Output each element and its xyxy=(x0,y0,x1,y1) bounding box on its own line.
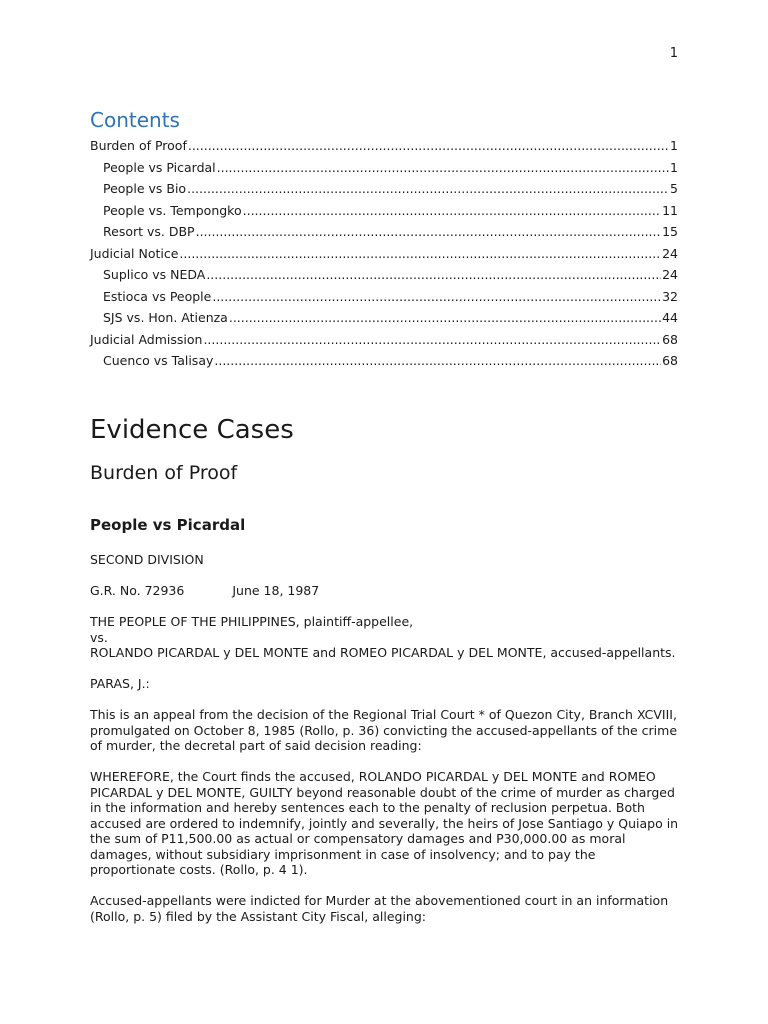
decision-date: June 18, 1987 xyxy=(232,583,320,598)
toc-leader-dots xyxy=(206,264,661,286)
parties-block xyxy=(90,614,680,661)
table-of-contents xyxy=(90,108,678,372)
gr-line xyxy=(90,583,680,599)
ponente: PARAS, J.: xyxy=(90,676,150,691)
parties-vs: vs. xyxy=(90,629,108,645)
toc-entry-page: 24 xyxy=(662,267,678,282)
division-line: SECOND DIVISION xyxy=(90,552,204,567)
page-number: 1 xyxy=(669,46,678,61)
toc-entry[interactable] xyxy=(90,243,678,265)
toc-entry[interactable] xyxy=(90,264,678,286)
toc-entry-page: 32 xyxy=(662,288,678,304)
case-heading: People vs Picardal xyxy=(90,516,246,534)
toc-entry[interactable] xyxy=(90,221,678,243)
toc-entry-label: Burden of Proof xyxy=(90,138,187,153)
toc-leader-dots xyxy=(179,243,661,265)
toc-entry[interactable] xyxy=(90,286,678,308)
toc-entry-label: People vs Bio xyxy=(103,181,187,196)
toc-entry-label: Judicial Admission xyxy=(90,331,203,347)
toc-leader-dots xyxy=(217,157,669,179)
toc-entry-label: Suplico vs NEDA xyxy=(103,267,206,282)
toc-entry-page: 15 xyxy=(662,224,678,239)
toc-title: Contents xyxy=(90,108,180,132)
paragraph: Accused-appellants were indicted for Murder at the abovementioned court in an information (Rollo, p. 5) filed by the Assistant City Fiscal, alleging: xyxy=(90,893,669,924)
paragraph: This is an appeal from the decision of the Regional Trial Court * of Quezon City, Branch XCVIII, promulgated on October 8, 1985 (Rollo, p. 36) convicting the accused-appellants of the crime of murder, the decretal part of said decision reading: xyxy=(90,707,678,753)
toc-entry-page: 68 xyxy=(662,331,678,347)
parties-plaintiff: THE PEOPLE OF THE PHILIPPINES, plaintiff-appellee, xyxy=(90,614,414,629)
toc-entry-label: Resort vs. DBP xyxy=(103,224,195,239)
paragraph: WHEREFORE, the Court finds the accused, ROLANDO PICARDAL y DEL MONTE and ROMEO PICARDAL y DEL MONTE, GUILTY beyond reasonable doubt of the crime of murder as charged in the information and hereby sentences each to the penalty of reclusion perpetua. Both accused are ordered to indemnify, jointly and severally, the heirs of Jose Santiago y Quiapo in the sum of P11,500.00 as actual or compensatory damages and P30,000.00 as moral damages, without subsidiary imprisonment in case of insolvency; and to pay the proportionate costs. (Rollo, p. 4 1). xyxy=(90,769,679,877)
toc-entry-label: Estioca vs People xyxy=(103,288,212,304)
document-title: Evidence Cases xyxy=(90,415,294,445)
toc-entry-page: 68 xyxy=(662,353,678,368)
toc-leader-dots xyxy=(229,307,661,329)
toc-entry[interactable] xyxy=(90,200,678,222)
toc-entry-label: Judicial Notice xyxy=(90,245,179,261)
toc-entry-page: 1 xyxy=(670,159,678,175)
toc-entry-page: 11 xyxy=(662,202,678,218)
toc-entry[interactable] xyxy=(90,307,678,329)
toc-entry-label: People vs. Tempongko xyxy=(103,202,242,218)
toc-entry-page: 5 xyxy=(670,181,678,196)
toc-leader-dots xyxy=(187,178,669,200)
toc-entry[interactable] xyxy=(90,135,678,157)
toc-leader-dots xyxy=(243,200,661,222)
case-body xyxy=(90,552,680,940)
toc-leader-dots xyxy=(188,135,669,157)
toc-entry[interactable] xyxy=(90,178,678,200)
toc-entry[interactable] xyxy=(90,329,678,351)
gr-number: G.R. No. 72936 xyxy=(90,583,185,598)
toc-leader-dots xyxy=(214,350,661,372)
toc-entry[interactable] xyxy=(90,157,678,179)
toc-entries xyxy=(90,135,678,372)
toc-entry-page: 44 xyxy=(662,310,678,325)
toc-entry-page: 24 xyxy=(662,245,678,261)
toc-entry-page: 1 xyxy=(670,138,678,153)
parties-accused: ROLANDO PICARDAL y DEL MONTE and ROMEO PICARDAL y DEL MONTE, accused-appellants. xyxy=(90,645,676,660)
toc-entry-label: Cuenco vs Talisay xyxy=(103,353,214,368)
toc-entry-label: SJS vs. Hon. Atienza xyxy=(103,310,228,325)
toc-leader-dots xyxy=(196,221,662,243)
toc-leader-dots xyxy=(212,286,661,308)
toc-entry[interactable] xyxy=(90,350,678,372)
toc-entry-label: People vs Picardal xyxy=(103,159,216,175)
toc-leader-dots xyxy=(203,329,661,351)
section-heading: Burden of Proof xyxy=(90,462,238,484)
